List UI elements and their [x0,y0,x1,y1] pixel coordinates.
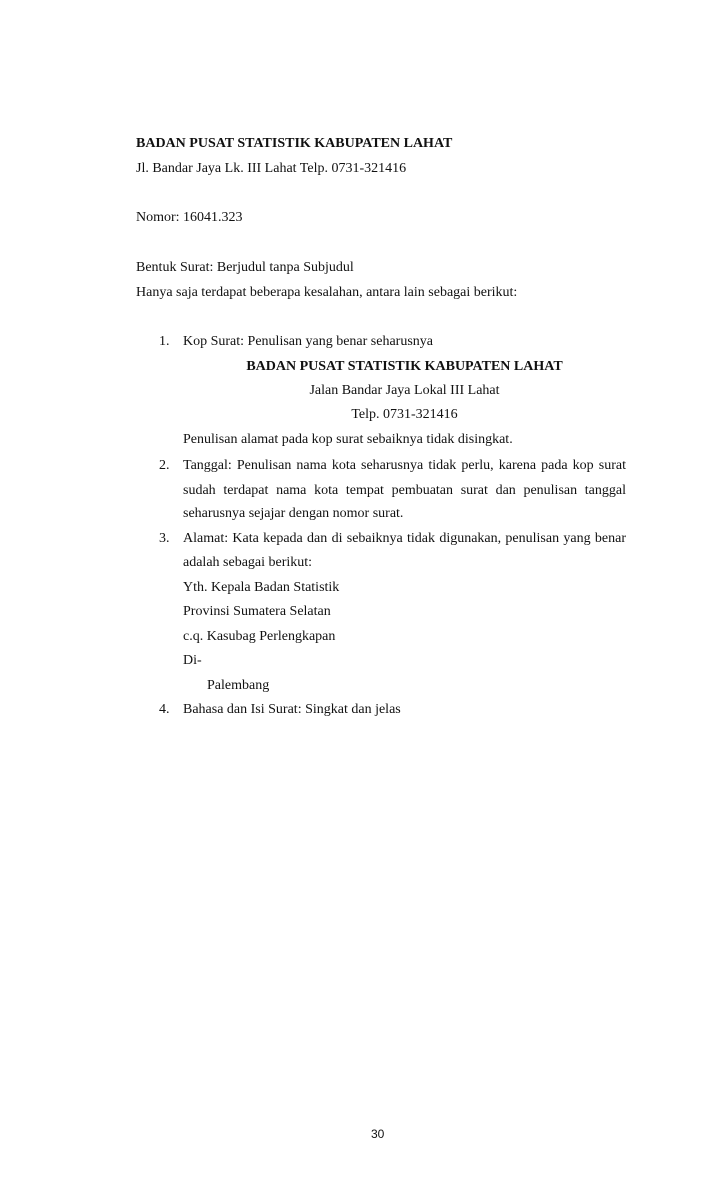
letter-form: Bentuk Surat: Berjudul tanpa Subjudul [136,260,354,275]
address-line: Di- [183,653,202,668]
list-item-line: Alamat: Kata kepada dan di sebaiknya tidak digunakan, penulisan yang benar [183,531,626,546]
list-item-number: 1. [159,334,170,349]
list-item-number: 2. [159,458,170,473]
list-item-note: Penulisan alamat pada kop surat sebaiknya tidak disingkat. [183,432,513,447]
list-item-number: 4. [159,702,170,717]
kop-org: BADAN PUSAT STATISTIK KABUPATEN LAHAT [246,359,563,374]
list-item-line: seharusnya sejajar dengan nomor surat. [183,506,404,521]
kop-phone: Telp. 0731-321416 [351,407,458,422]
list-item-number: 3. [159,531,170,546]
header-org: BADAN PUSAT STATISTIK KABUPATEN LAHAT [136,136,453,151]
intro-text: Hanya saja terdapat beberapa kesalahan, antara lain sebagai berikut: [136,285,518,300]
list-item-line: sudah terdapat nama kota tempat pembuatan surat dan penulisan tanggal [183,483,626,498]
kop-street: Jalan Bandar Jaya Lokal III Lahat [309,383,500,398]
address-line: c.q. Kasubag Perlengkapan [183,629,336,644]
list-item-line: adalah sebagai berikut: [183,555,313,570]
list-item-line: Tanggal: Penulisan nama kota seharusnya tidak perlu, karena pada kop surat [183,458,626,473]
letter-number: Nomor: 16041.323 [136,210,243,225]
header-address: Jl. Bandar Jaya Lk. III Lahat Telp. 0731-321416 [136,161,407,176]
address-line: Provinsi Sumatera Selatan [183,604,331,619]
list-item-text: Kop Surat: Penulisan yang benar seharusnya [183,334,433,349]
address-line: Palembang [207,678,270,693]
list-item-text: Bahasa dan Isi Surat: Singkat dan jelas [183,702,401,717]
address-line: Yth. Kepala Badan Statistik [183,580,340,595]
page-number: 30 [371,1127,385,1141]
